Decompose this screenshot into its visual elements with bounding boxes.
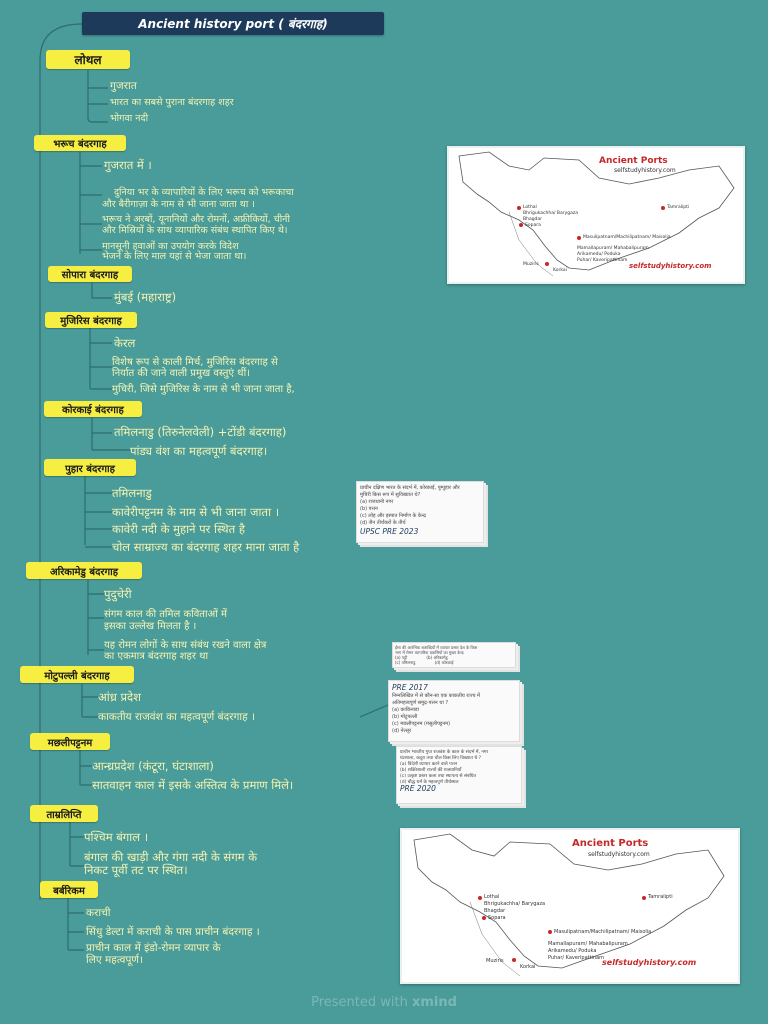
exam-year: PRE 2017 xyxy=(392,683,428,692)
topic-puhar[interactable]: पुहार बंदरगाह xyxy=(44,459,136,476)
place-label: Mamallapuram/ Mahabalipuram xyxy=(548,941,628,947)
leaf: सातवाहन काल में इसके अस्तित्व के प्रमाण मिले। xyxy=(92,778,294,792)
port-dot xyxy=(661,206,665,210)
leaf: केरल xyxy=(114,336,136,350)
leaf: गुजरात xyxy=(110,80,137,92)
place-label: Muziris xyxy=(486,958,504,964)
xmind-logo: xmind xyxy=(411,995,457,1010)
place-label: Lothal xyxy=(484,894,500,900)
topic-korkai[interactable]: कोरकाई बंदरगाह xyxy=(44,401,142,417)
place-label: Arikamedu/ Poduka xyxy=(548,948,597,954)
port-dot xyxy=(548,930,552,934)
leaf: पश्चिम बंगाल । xyxy=(84,830,149,844)
leaf: सिंधु डेल्टा में कराची के पास प्राचीन बंदरगाह । xyxy=(86,926,260,938)
leaf: तमिलनाडु xyxy=(112,486,152,500)
topic-barbaricum[interactable]: बर्बरिकम xyxy=(40,881,98,898)
leaf: का एकमात्र बंदरगाह शहर था xyxy=(104,651,209,662)
leaf: निकट पूर्वी तट पर स्थित। xyxy=(84,863,188,877)
leaf: कावेरीपट्टनम के नाम से भी जाना जाता । xyxy=(112,505,280,519)
place-label: Bhagdar xyxy=(484,908,506,914)
root-topic[interactable]: Ancient history port ( बंदरगाह) xyxy=(82,12,384,35)
place-label: Mamallapuram/ Mahabalipuram xyxy=(577,246,649,251)
ancient-ports-map-image xyxy=(447,146,745,284)
footer-prefix: Presented with xyxy=(311,995,408,1010)
leaf: आन्ध्रप्रदेश (कंटूरा, घंटाशाला) xyxy=(92,759,214,773)
leaf: इसका उल्लेख मिलता है । xyxy=(104,621,197,632)
place-label: Arikamedu/ Poduka xyxy=(577,252,621,257)
port-dot xyxy=(482,916,486,920)
topic-arikamedu[interactable]: अरिकामेडु बंदरगाह xyxy=(26,562,142,579)
ancient-ports-map-image-large xyxy=(400,828,740,984)
leaf: आंध्र प्रदेश xyxy=(98,690,141,704)
place-label: Bhrigukachha/ Barygaza xyxy=(523,211,579,216)
topic-sopara[interactable]: सोपारा बंदरगाह xyxy=(48,266,132,282)
map-subtitle: selfstudyhistory.com xyxy=(588,851,650,858)
port-dot xyxy=(517,206,521,210)
leaf: भेजने के लिए माल यहां से भेजा जाता था। xyxy=(102,251,247,262)
topic-muziris[interactable]: मुजिरिस बंदरगाह xyxy=(45,312,137,328)
leaf: तमिलनाडु (तिरुनेलवेली) +टोंडी बंदरगाह) xyxy=(114,425,287,439)
leaf: संगम काल की तमिल कविताओं में xyxy=(104,609,227,620)
port-dot xyxy=(642,896,646,900)
place-label: Korkai xyxy=(520,964,536,970)
leaf: मानसूनी हवाओं का उपयोग करके विदेश xyxy=(102,241,239,252)
leaf: काकतीय राजवंश का महत्वपूर्ण बंदरगाह । xyxy=(98,711,255,723)
place-label: Sopara xyxy=(525,223,541,228)
place-label: Tamralipti xyxy=(648,894,673,900)
leaf: निर्यात की जाने वाली प्रमुख वस्तुएं थीं। xyxy=(112,368,250,379)
map-watermark: selfstudyhistory.com xyxy=(629,262,712,270)
place-label: Lothal xyxy=(523,205,537,210)
place-label: Tamralipti xyxy=(667,205,690,210)
question-card: PRE 2017 निम्नलिखित में से कौन-सा एक काकतीय राज्य में अतिमहत्वपूर्ण समुद्र-पत्तन था ? (a) काकिनाडा (b) मोटुपल्ली (c) मछलीपट्टनम (मसुलीपट्टनम) (d) नेल्लूर xyxy=(388,680,520,742)
leaf: प्राचीन काल में इंडो-रोमन व्यापार के xyxy=(86,942,221,954)
map-subtitle: selfstudyhistory.com xyxy=(614,167,676,174)
question-card: प्राचीन दक्षिण भारत के संदर्भ में, कोरकाई, पूम्पुहार और मुचिरी किस रूप में सुविख्यात थे? (a) राजधानी नगर (b) पत्तन (c) लोह और इस्पात निर्माण के केन्द्र (d) जैन तीर्थंकरों के तीर्थ UPSC PRE 2023 xyxy=(356,481,484,543)
leaf: गुजरात में । xyxy=(104,158,152,172)
place-label: Sopara xyxy=(488,915,506,921)
topic-lothal[interactable]: लोथल xyxy=(46,50,130,69)
map-title: Ancient Ports xyxy=(572,838,649,849)
question-card: प्राचीन भारतीय गुप्त राजवंश के काल के संदर्भ में, नगर घंटशाला, कदूरा तथा चौल किस लिए विख्यात थे ? (a) विदेशी व्यापार करने वाले पत्तन (b) शक्तिशाली राज्यों की राजधानियाँ (c) उत्कृष्ट प्रस्तर कला तथा स्थापत्य से संबंधित (d) बौद्ध धर्म के महत्वपूर्ण तीर्थस्थल PRE 2020 xyxy=(396,746,522,804)
place-label: Korkai xyxy=(553,268,567,273)
port-dot xyxy=(519,223,523,227)
leaf: मुंबई (महाराष्ट्र) xyxy=(114,290,177,304)
port-dot xyxy=(512,958,516,962)
leaf: और बैरीगाज़ा के नाम से भी जाना जाता था । xyxy=(102,199,255,210)
exam-year: UPSC PRE 2023 xyxy=(360,527,419,536)
leaf: यह रोमन लोगों के साथ संबंध रखने वाला क्षेत्र xyxy=(104,640,267,651)
place-label: Puhar/ Kaveripattinam xyxy=(577,258,628,263)
leaf: बंगाल की खाड़ी और गंगा नदी के संगम के xyxy=(84,850,258,864)
leaf: और मिस्रियों के साथ व्यापारिक संबंध स्थापित किए थे। xyxy=(102,225,288,236)
leaf: पांड्य वंश का महत्वपूर्ण बंदरगाह। xyxy=(130,444,268,458)
map-title: Ancient Ports xyxy=(599,156,668,166)
question-card: ईसा की आरंभिक शताब्दियों में व्यापार प्रसार देश के किस भाग में रोमन व्यापारिक प्रवासियों का मुख्य केन्द्र (a) पट्टी (b) अरिकामेडु (c) तमिलनाडु (d) कोरकाई xyxy=(392,642,516,668)
exam-year: PRE 2020 xyxy=(400,784,436,793)
leaf: चोल साम्राज्य का बंदरगाह शहर माना जाता है xyxy=(112,540,300,554)
port-dot xyxy=(545,262,549,266)
leaf: कावेरी नदी के मुहाने पर स्थित है xyxy=(112,522,245,536)
topic-motupalli[interactable]: मोटुपल्ली बंदरगाह xyxy=(20,666,134,683)
place-label: Bhrigukachha/ Barygaza xyxy=(484,901,546,907)
place-label: Masulipatnam/Machilipatnam/ Maisolia xyxy=(583,235,671,240)
place-label: Masulipatnam/Machilipatnam/ Maisolia xyxy=(554,929,652,935)
place-label: Puhar/ Kaveripattinam xyxy=(548,955,605,961)
port-dot xyxy=(577,236,581,240)
port-dot xyxy=(478,896,482,900)
map-watermark: selfstudyhistory.com xyxy=(602,958,697,967)
leaf: दुनिया भर के व्यापारियों के लिए भरूच को भरूकाचा xyxy=(114,187,294,198)
topic-tamralipti[interactable]: ताम्रलिप्ति xyxy=(30,805,98,822)
topic-bharuch[interactable]: भरूच बंदरगाह xyxy=(34,135,126,151)
leaf: भोगवा नदी xyxy=(110,113,149,124)
leaf: भरूच ने अरबों, यूनानियों और रोमनों, अफ्रीकियों, चीनी xyxy=(102,214,290,225)
leaf: पुदुचेरी xyxy=(104,587,132,601)
leaf: लिए महत्वपूर्ण। xyxy=(86,954,143,966)
leaf: कराची xyxy=(86,907,111,919)
footer xyxy=(0,995,768,1010)
leaf: भारत का सबसे पुराना बंदरगाह शहर xyxy=(110,97,234,108)
leaf: विशेष रूप से काली मिर्च, मुजिरिस बंदरगाह से xyxy=(112,357,278,368)
topic-machilipatnam[interactable]: मछलीपट्टनम xyxy=(30,733,110,750)
leaf: मुचिरी, जिसे मुजिरिस के नाम से भी जाना जाता है, xyxy=(112,384,295,395)
place-label: Muziris xyxy=(523,262,539,267)
place-label: Bhagdar xyxy=(523,217,543,222)
